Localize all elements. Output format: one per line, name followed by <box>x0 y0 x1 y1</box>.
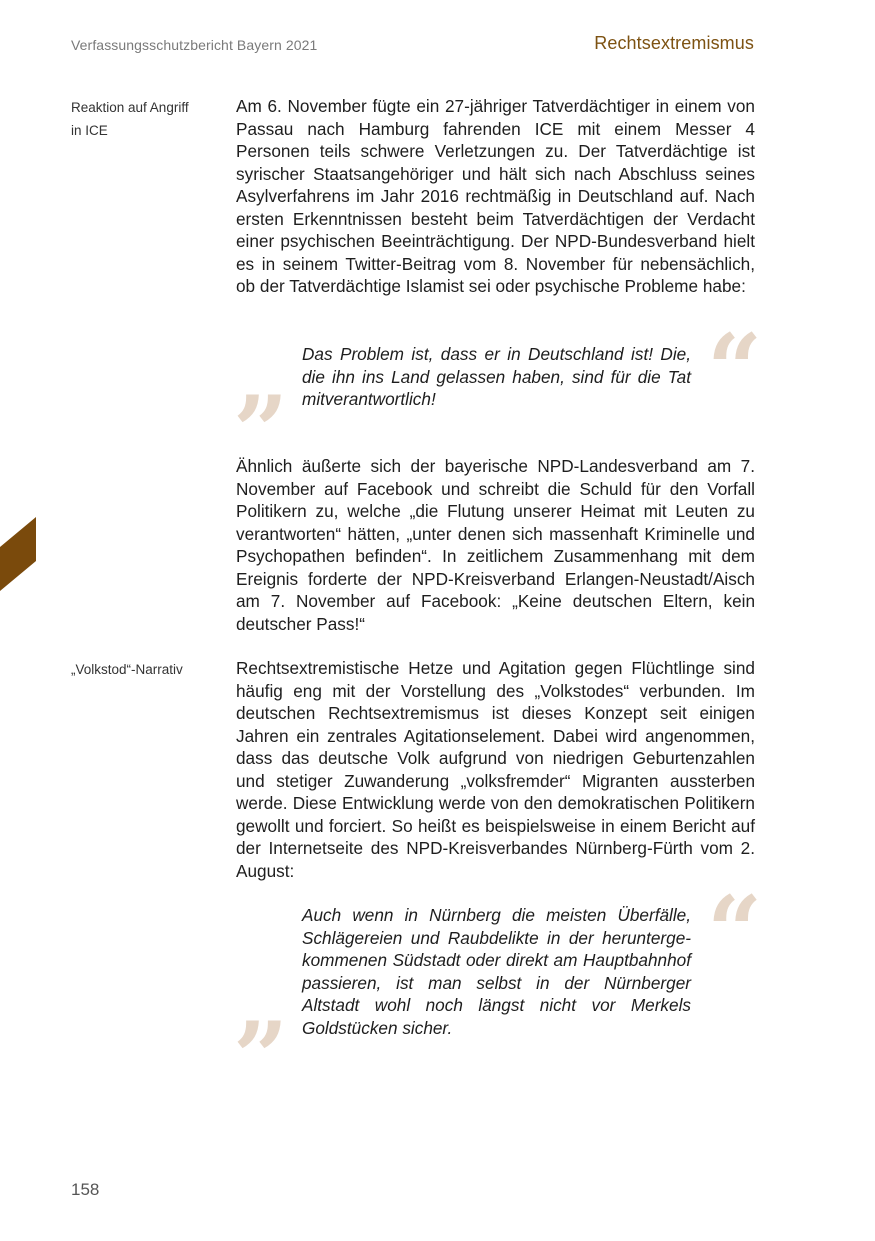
paragraph-ice-attack: Am 6. November fügte ein 27-jähriger Tatverdächtiger in einem von Passau nach Hamburg fahrenden ICE mit einem Messer 4 Personen teils schwere Verletzungen zu. Der Tatverdächtige ist syrischer Staatsangehöriger und hält sich nach Abschluss seines Asylverfahrens im Jahr 2016 rechtmäßig in Deutschland auf. Nach ersten Erkenntnissen besteht beim Tatverdächtigen der Verdacht einer psychischen Beeinträchtigung. Der NPD-Bundesverband hielt es in seinem Twitter-Beitrag vom 8. November für nebensächlich, ob der Tatverdächtige Islamist sei oder psychische Probleme habe: <box>236 96 755 296</box>
running-header-publication: Verfassungsschutzbericht Bayern 2021 <box>71 37 318 53</box>
margin-note-reaction <box>71 96 221 142</box>
paragraph-npd-landesverband: Ähnlich äußerte sich der bayerische NPD-Landesverband am 7. November auf Facebook und schreibt die Schuld für den Vorfall Politikern zu, welche „die Flutung unserer Heimat mit Leuten zu verantworten“ hätten, „unter denen sich massenhaft Kriminelle und Psychopathen befinden“. In zeitlichem Zusammenhang mit dem Ereignis forderte der NPD-Kreisverband Erlangen-Neustadt/Aisch am 7. November auf Facebook: „Keine deutschen Eltern, kein deutscher Pass!“ <box>236 456 755 634</box>
chapter-tab-marker <box>0 517 36 591</box>
blockquote-npd-bund: Das Problem ist, dass er in Deutschland ist! Die, die ihn ins Land gelassen haben, sind für die Tat mitverantwortlich! <box>302 344 691 409</box>
running-header-chapter: Rechtsextremismus <box>594 33 754 53</box>
open-quote-icon: “ <box>707 313 763 426</box>
margin-note-line-2: in ICE <box>71 123 108 138</box>
close-quote-icon: ” <box>233 375 289 488</box>
blockquote-npd-kreisverband: Auch wenn in Nürnberg die meisten Überfälle, Schlägereien und Raubdelikte in der heruntergekommenen Südstadt oder direkt am Hauptbahnhof passieren, ist man selbst in der Nürnberger Altstadt wohl noch längst nicht vor Merkels Goldstücken sicher. <box>302 905 691 1038</box>
page-number: 158 <box>71 1180 100 1199</box>
close-quote-icon: ” <box>233 1001 289 1114</box>
paragraph-volkstod: Rechtsextremistische Hetze und Agitation gegen Flüchtlinge sind häufig eng mit der Vorstellung des „Volkstodes“ verbunden. Im deutschen Rechtsextremismus ist dieses Konzept seit einigen Jahren ein zentrales Agitationselement. Dabei wird angenommen, dass das deutsche Volk aufgrund von niedrigen Geburtenzahlen und stetiger Zuwanderung „volksfremder“ Migranten aussterben werde. Diese Entwicklung werde von den demokratischen Politikern gewollt und forciert. So heißt es beispielsweise in einem Bericht auf der Internetseite des NPD-Kreisverbandes Nürnberg-Fürth vom 2. August: <box>236 658 755 881</box>
margin-note-volkstod: „Volkstod“-Narrativ <box>71 662 183 677</box>
margin-note-line-1: Reaktion auf Angriff <box>71 100 189 115</box>
open-quote-icon: “ <box>707 875 763 988</box>
